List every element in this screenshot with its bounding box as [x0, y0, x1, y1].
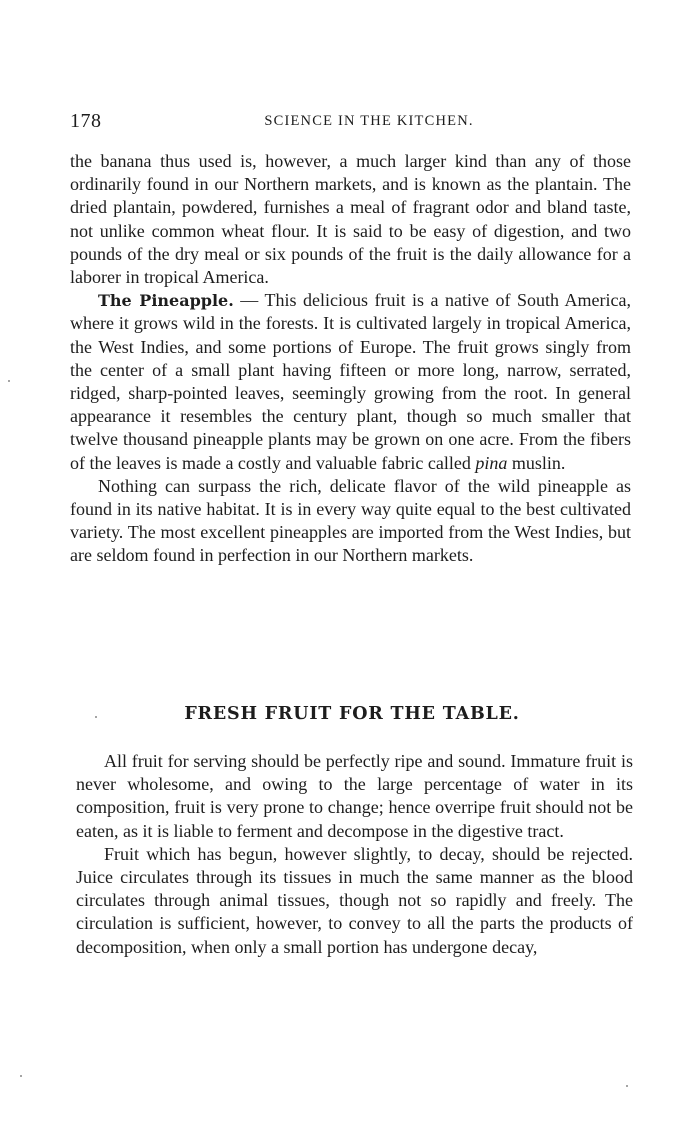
- banana-paragraph: the banana thus used is, however, a much larger kind than any of those ordinarily found in our Northern markets, and is known as the plantain. The dried plantain, powdered, furnishes a meal of fragrant odor and bland taste, not unlike common wheat flour. It is said to be easy of digestion, and two pounds of the dry meal or six pounds of the fruit is the daily allowance for a laborer in tropical America.: [70, 151, 631, 288]
- text-block-lower: [76, 750, 633, 959]
- paper-speck: [95, 716, 97, 718]
- paper-speck: [20, 1075, 22, 1077]
- running-title: SCIENCE IN THE KITCHEN.: [264, 113, 474, 129]
- pineapple-paragraph: [70, 289, 631, 475]
- running-head: [70, 110, 636, 134]
- page-number: 178: [70, 110, 102, 132]
- fresh-fruit-paragraph-1: All fruit for serving should be perfectly ripe and sound. Immature fruit is never wholesome, and owing to the large percentage of water in its composition, fruit is very prone to change; hence overripe fruit should not be eaten, as it is liable to ferment and decompose in the digestive tract.: [76, 751, 633, 841]
- text-block-upper: [70, 150, 631, 568]
- paper-speck: [8, 380, 10, 382]
- section-heading: FRESH FRUIT FOR THE TABLE.: [184, 704, 520, 724]
- pineapple-paragraph-text: — This delicious fruit is a native of South America, where it grows wild in the forests. It is cultivated largely in tropical America, the West Indies, and some portions of Europe. The fruit grows singly from the center of a small plant having fifteen or more long, narrow, serrated, ridged, sharp-pointed leaves, seemingly growing from the root. In general appearance it resembles the century plant, though so much smaller that twelve thousand pineapple plants may be grown on one acre. From the fibers of the leaves is made a costly and valuable fabric called: [70, 290, 631, 473]
- pineapple-paragraph-ending: muslin.: [507, 452, 566, 473]
- wild-pineapple-paragraph: Nothing can surpass the rich, delicate flavor of the wild pineapple as found in its native habitat. It is in every way quite equal to the best cultivated variety. The most excellent pineapples are imported from the West Indies, but are seldom found in perfection in our Northern markets.: [70, 475, 631, 566]
- paper-speck: [626, 1085, 628, 1087]
- pina-emphasis: pina: [475, 452, 508, 473]
- pineapple-run-in-heading: The Pineapple.: [98, 291, 234, 311]
- fresh-fruit-paragraph-2: Fruit which has begun, however slightly, to decay, should be rejected. Juice circulates through its tissues in much the same manner as the blood circulates through animal tissues, though not so rapidly and freely. The circulation is sufficient, however, to convey to all the parts the products of decomposition, when only a small portion has undergone decay,: [76, 843, 633, 957]
